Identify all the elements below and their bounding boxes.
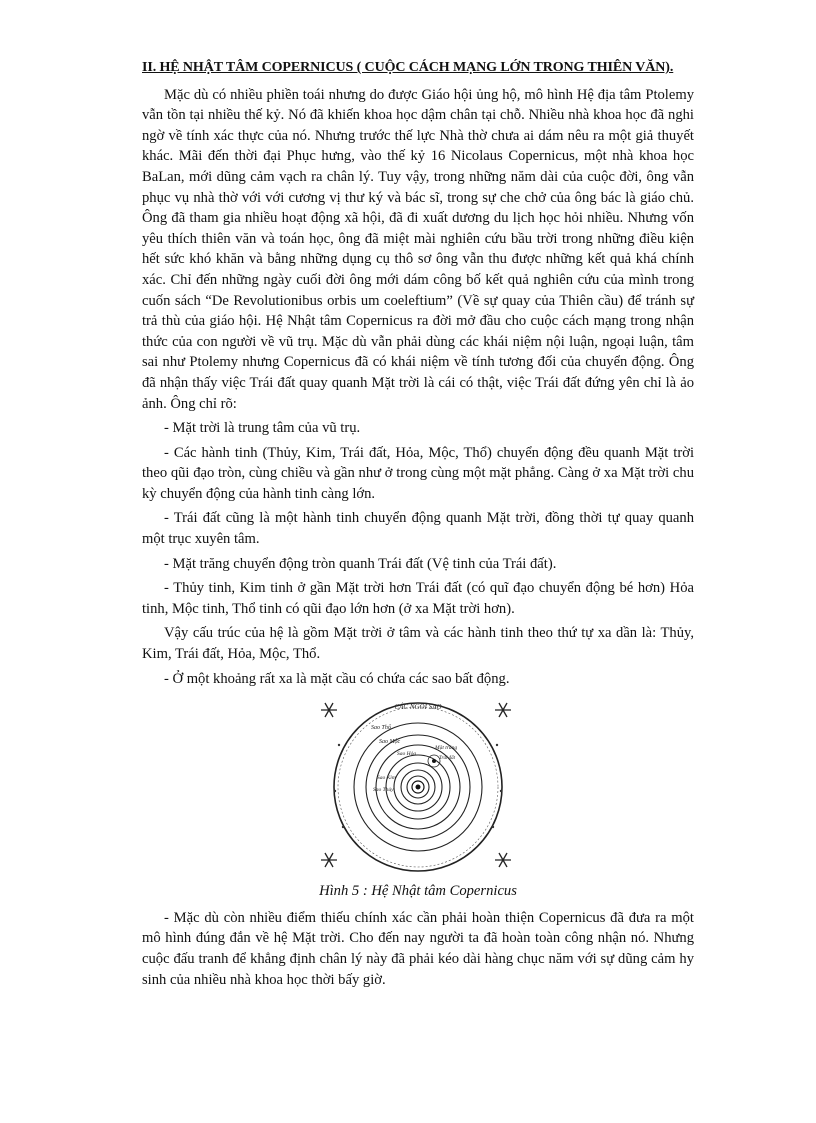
copernicus-diagram <box>313 695 523 875</box>
closing-paragraph: - Mặc dù còn nhiều điểm thiếu chính xác cần phải hoàn thiện Copernicus đã đưa ra một mô hình đúng đắn về hệ Mặt trời. Cho đến nay người ta đã hoàn toàn công nhận nó. Nhưng cuộc đấu tranh để khẳng định chân lý này đã phải kéo dài hàng chục năm với sự dũng cảm hy sinh của nhiều nhà khoa học thời bấy giờ. <box>142 909 694 988</box>
intro-paragraph: Mặc dù có nhiều phiền toái nhưng do được Giáo hội ủng hộ, mô hình Hệ địa tâm Ptolemy vẫn tồn tại nhiều thế kỷ. Nó đã khiến khoa học dậm chân tại chỗ. Nhiều nhà khoa học đã nghi ngờ về tính xác thực của nó. Nhưng trước thế lực Nhà thờ chưa ai dám nêu ra một giả thuyết khác. Mãi đến thời đại Phục hưng, vào thế kỷ 16 Nicolaus Copernicus, một nhà khoa học BaLan, mới dũng cảm vạch ra chân lý. Tuy vậy, trong những năm dài của cuộc đời, ông vẫn phục vụ nhà thờ với với cương vị thư ký và bác sĩ, trong sự che chở của ông bác là giáo chủ. Ông đã tham gia nhiều hoạt động xã hội, đã đi xuất dương du lịch học hỏi nhiều. Nhưng vốn yêu thích thiên văn và toán học, ông đã miệt mài nghiên cứu bầu trời trong những điều kiện hết sức khó khăn và bằng những dụng cụ thô sơ ông vẫn thu được những kết quả khá chính xác. Chỉ đến những ngày cuối đời ông mới dám công bố kết quả nghiên cứu của mình trong cuốn sách “De Revolutionibus orbis um coeleftium” (Về sự quay của Thiên cầu) để tránh sự trả thù của giáo hội. Hệ Nhật tâm Copernicus ra đời mở đầu cho cuộc cách mạng trong nhận thức của con người về vũ trụ. Mặc dù vẫn phải dùng các khái niệm nội luận, ngoại luận, tâm sai như Ptolemy nhưng Copernicus đã có khái niệm về tính tương đối của chuyển động. Ông đã nhận thấy việc Trái đất quay quanh Mặt trời là cái có thật, việc Trái đất đứng yên chỉ là ảo ảnh. Ông chỉ rõ: <box>142 86 694 412</box>
figure-caption: Hình 5 : Hệ Nhật tâm Copernicus <box>319 883 517 900</box>
list-item-fixed-stars: - Ở một khoảng rất xa là mặt cầu có chứa các sao bất động. <box>164 670 510 687</box>
label-moon: Mặt trăng <box>435 745 458 752</box>
figure <box>142 695 694 875</box>
label-venus: Sao Kim <box>377 775 396 782</box>
label-earth: Trái đất <box>439 756 455 762</box>
list-item-inner-outer: - Thủy tinh, Kim tinh ở gần Mặt trời hơn Trái đất (có quĩ đạo chuyển động bé hơn) Hỏa tinh, Mộc tinh, Thổ tinh có qũi đạo lớn hơn (ở xa Mặt trời hơn). <box>142 580 694 617</box>
document-page <box>142 58 694 990</box>
list-item-moon: - Mặt trăng chuyển động tròn quanh Trái đất (Vệ tinh của Trái đất). <box>164 555 557 572</box>
label-saturn: Sao Thổ <box>371 725 391 732</box>
structure-paragraph: Vậy cấu trúc của hệ là gồm Mặt trời ở tâm và các hành tinh theo thứ tự xa dần là: Thủy, Kim, Trái đất, Hỏa, Mộc, Thổ. <box>142 625 694 663</box>
list-item-sun-center: - Mặt trời là trung tâm của vũ trụ. <box>164 420 361 437</box>
label-mercury: Sao Thủy <box>373 787 394 794</box>
list-item-planets-orbit: - Các hành tinh (Thủy, Kim, Trái đất, Hỏa, Mộc, Thổ) chuyển động đều quanh Mặt trời theo qũi đạo tròn, cùng chiều và gần như ở trong cùng một mặt phẳng. Càng ở xa Mặt trời chu kỳ chuyển động của hành tinh càng lớn. <box>142 444 694 502</box>
section-heading: II. HỆ NHẬT TÂM COPERNICUS ( CUỘC CÁCH MẠNG LỚN TRONG THIÊN VĂN). <box>142 60 674 75</box>
outer-stars-label: CÁC NGÔI SAO <box>394 703 442 712</box>
label-mars: Sao Hỏa <box>397 751 417 758</box>
label-jupiter: Sao Mộc <box>379 739 401 746</box>
list-item-earth-planet: - Trái đất cũng là một hành tinh chuyển động quanh Mặt trời, đồng thời tự quay quanh một trục xuyên tâm. <box>142 510 694 548</box>
